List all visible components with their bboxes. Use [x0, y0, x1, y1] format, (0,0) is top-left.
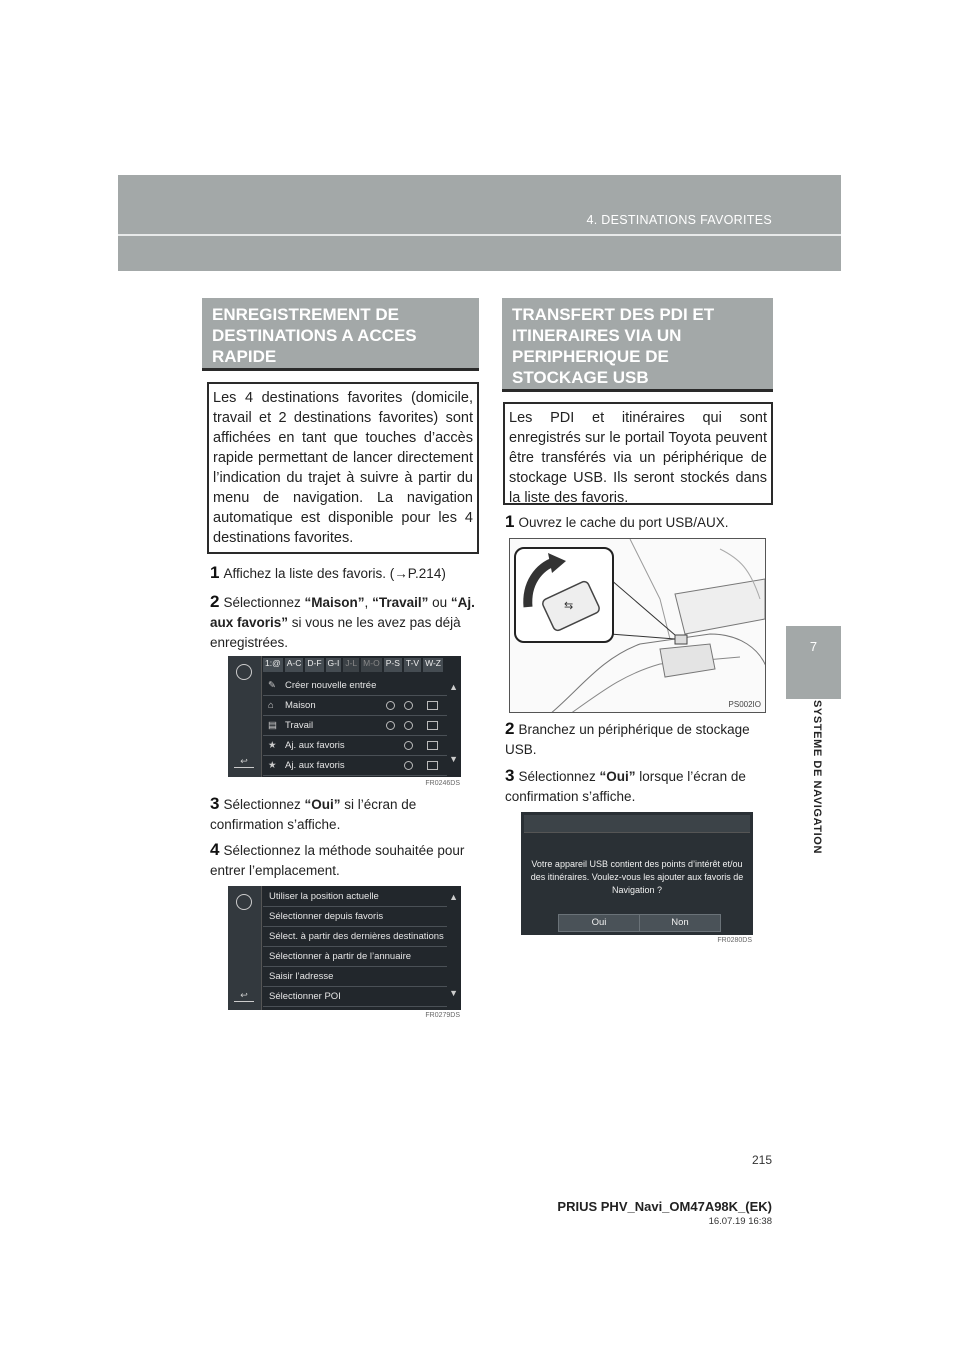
list-item[interactable]: Sélectionner POI: [263, 987, 447, 1007]
right-step-3: 3 Sélectionnez “Oui” lorsque l’écran de confirmation s’affiche.: [505, 766, 746, 804]
tab-m-o[interactable]: M-O: [361, 658, 382, 672]
tab-p-s[interactable]: P-S: [384, 658, 402, 672]
star-icon: ★: [268, 760, 277, 771]
list-item[interactable]: Utiliser la position actuelle: [263, 887, 447, 907]
section-title: 4. DESTINATIONS FAVORITES: [586, 213, 772, 227]
figure-code: FR0280DS: [717, 937, 752, 944]
chapter-tab: [786, 626, 841, 699]
tab-1[interactable]: 1:@: [263, 658, 283, 672]
scroll-up-icon[interactable]: ▲: [449, 682, 458, 692]
tab-t-v[interactable]: T-V: [404, 658, 421, 672]
right-step-2: 2 Branchez un périphérique de stockage USB.: [505, 719, 750, 757]
left-step-4: 4 Sélectionnez la méthode souhaitée pour entrer l’emplacement.: [210, 840, 465, 878]
usb-confirmation-screen: [521, 812, 753, 935]
briefcase-icon: ▤: [268, 720, 277, 731]
left-intro-text: Les 4 destinations favorites (domicile, travail et 2 destinations favorites) sont affichées en tant que touches d’accès rapide permettant de lancer directement l’indication du trajet à suivre à partir du menu de navigation. La navigation automatique est disponible pour les 4 destinations favorites.: [213, 390, 473, 546]
yes-button[interactable]: Oui: [558, 914, 640, 932]
left-intro-box: [207, 382, 479, 554]
dialog-message: Votre appareil USB contient des points d’intérêt et/ou des itinéraires. Voulez-vous les ajouter aux favoris de Navigation ?: [530, 859, 744, 895]
usb-port-illustration: [509, 538, 766, 713]
list-item[interactable]: Sélectionner depuis favoris: [263, 907, 447, 927]
list-item[interactable]: ▤ Travail: [263, 716, 447, 736]
right-intro-text: Les PDI et itinéraires qui sont enregistrés sur le portail Toyota peuvent être transférés via un périphérique de stockage USB. Ils seront stockés dans la liste des favoris.: [509, 410, 767, 506]
screen-side-panel: [228, 886, 262, 1010]
star-icon: ★: [268, 740, 277, 751]
screen-side-panel: [228, 656, 262, 777]
favorites-list-screen: [228, 656, 461, 777]
tab-j-l[interactable]: J-L: [343, 658, 359, 672]
left-step-2: 2 Sélectionnez “Maison”, “Travail” ou “Aj. aux favoris” si vous ne les avez pas déjà enregistrées.: [210, 592, 475, 650]
no-button[interactable]: Non: [639, 914, 721, 932]
list-item[interactable]: Sélectionner à partir de l’annuaire: [263, 947, 447, 967]
figure-code: FR0246DS: [425, 780, 460, 787]
list-item[interactable]: ✎ Créer nouvelle entrée: [263, 676, 447, 696]
right-intro-box: [503, 402, 773, 505]
location-method-screen: [228, 886, 461, 1010]
list-item[interactable]: ★ Aj. aux favoris: [263, 756, 447, 776]
left-section-heading: ENREGISTREMENT DE DESTINATIONS A ACCES RAPIDE: [202, 298, 479, 371]
right-section-heading: TRANSFERT DES PDI ET ITINERAIRES VIA UN PERIPHERIQUE DE STOCKAGE USB: [502, 298, 773, 392]
chapter-number: 7: [809, 639, 818, 654]
list-item[interactable]: Saisir l’adresse: [263, 967, 447, 987]
right-step-1: 1 Ouvrez le cache du port USB/AUX.: [505, 512, 729, 531]
usb-cover-detail: [514, 547, 614, 643]
list-item[interactable]: Sélect. à partir des dernières destinations: [263, 927, 447, 947]
home-icon: ⌂: [268, 700, 274, 711]
figure-code: PS002IO: [728, 700, 761, 709]
back-arrow-icon: ↩: [234, 989, 254, 1002]
left-step-1: 1 Affichez la liste des favoris. (→P.214): [210, 563, 446, 582]
dialog-title-bar: [524, 815, 750, 833]
compass-icon: [236, 894, 252, 910]
list-item[interactable]: ★ Aj. aux favoris: [263, 736, 447, 756]
scroll-down-icon[interactable]: ▼: [449, 754, 458, 764]
scroll-down-icon[interactable]: ▼: [449, 988, 458, 998]
footer-date: 16.07.19 16:38: [708, 1216, 772, 1227]
tab-w-z[interactable]: W-Z: [423, 658, 443, 672]
chapter-label: SYSTEME DE NAVIGATION: [811, 700, 823, 854]
header-divider: [118, 234, 841, 236]
back-arrow-icon: ↩: [234, 755, 254, 768]
tab-d-f[interactable]: D-F: [305, 658, 323, 672]
tab-a-c[interactable]: A-C: [285, 658, 304, 672]
page-number: 215: [751, 1153, 772, 1167]
figure-code: FR0279DS: [425, 1012, 460, 1019]
alphabet-tabs: [263, 658, 459, 672]
list-item[interactable]: ⌂ Maison: [263, 696, 447, 716]
edit-icon: ✎: [268, 680, 276, 691]
left-step-3: 3 Sélectionnez “Oui” si l’écran de confirmation s’affiche.: [210, 794, 417, 832]
scroll-up-icon[interactable]: ▲: [449, 892, 458, 902]
svg-text:⇆: ⇆: [564, 599, 574, 612]
compass-icon: [236, 664, 252, 680]
tab-g-i[interactable]: G-I: [326, 658, 342, 672]
footer-model: PRIUS PHV_Navi_OM47A98K_(EK): [557, 1199, 772, 1214]
